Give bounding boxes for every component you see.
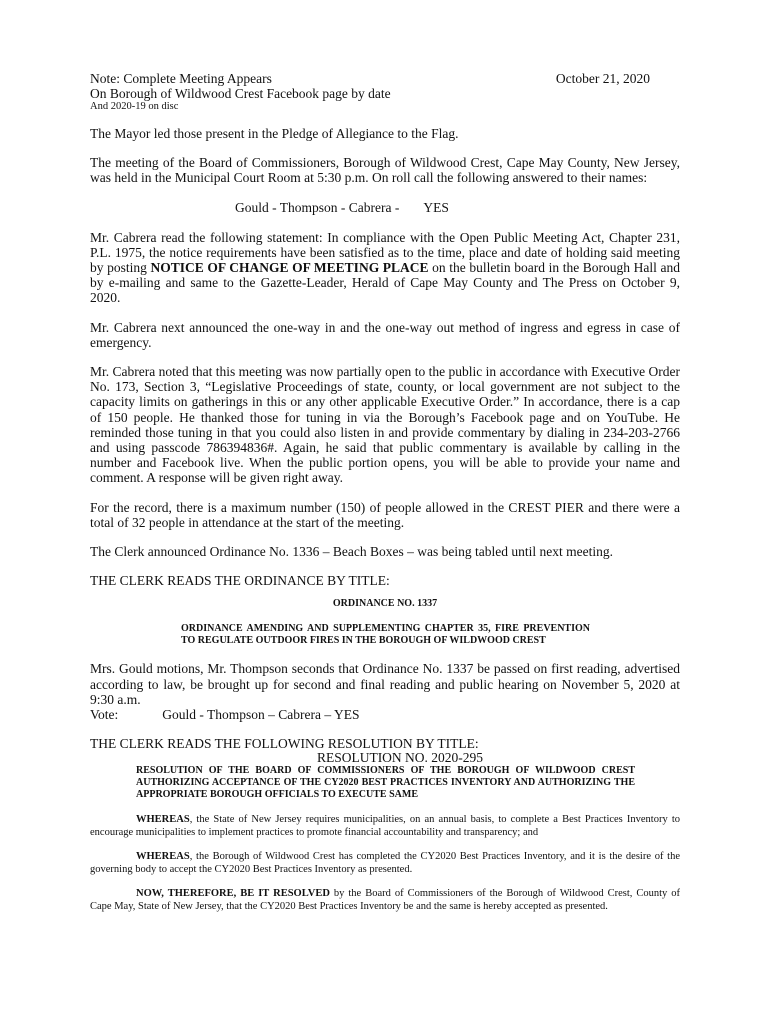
statement-notice-bold: NOTICE OF CHANGE OF MEETING PLACE bbox=[150, 260, 429, 276]
whereas-paragraph-1 bbox=[90, 814, 680, 839]
partial-open-paragraph: Mr. Cabrera noted that this meeting was now partially open to the public in accordance with Executive Order No. 173, Section 3, “Legislative Proceedings of state, county, or local government are not subject to the capacity limits on gatherings in this or any other applicable Executive Order.” In accordance, there is a cap of 150 people. He thanked those for tuning in via the Borough’s Facebook page and on YouTube. He reminded those tuning in that you could also listen in and provide commentary by dialing in 234-203-2766 and using passcode 786394836#. Again, he said that public commentary is available by calling in the number and Facebook live. When the public portion opens, you will be able to provide your name and comment. A response will be given right away. bbox=[90, 364, 680, 486]
vote-result: Gould - Thompson – Cabrera – YES bbox=[162, 707, 360, 723]
note-line-1: Note: Complete Meeting Appears bbox=[90, 71, 272, 86]
oneway-paragraph: Mr. Cabrera next announced the one-way in and the one-way out method of ingress and egress in case of emergency. bbox=[90, 319, 680, 350]
statement-text-b: on the bulletin board in the Borough Hall and by e-mailing and same to the Gazette-Leader, Herald of Cape May County and The Press on October 9, 2020. bbox=[90, 260, 680, 306]
roll-call-names: Gould - Thompson - Cabrera - bbox=[235, 199, 400, 215]
roll-call-result: YES bbox=[423, 199, 449, 215]
meeting-paragraph: The meeting of the Board of Commissioners, Borough of Wildwood Crest, Cape May County, New Jersey, was held in the Municipal Court Room at 5:30 p.m. On roll call the following answered to their names: bbox=[90, 155, 680, 186]
clerk-reads-ordinance: THE CLERK READS THE ORDINANCE BY TITLE: bbox=[90, 573, 390, 589]
whereas-2-bold: WHEREAS bbox=[136, 851, 190, 863]
pledge-paragraph: The Mayor led those present in the Pledge of Allegiance to the Flag. bbox=[90, 126, 459, 141]
ordinance-vote bbox=[90, 707, 680, 722]
resolved-paragraph bbox=[90, 888, 680, 913]
clerk-tabled-paragraph: The Clerk announced Ordinance No. 1336 – Beach Boxes – was being tabled until next meeting. bbox=[90, 544, 613, 560]
note-line-2: On Borough of Wildwood Crest Facebook page by date bbox=[90, 86, 391, 101]
statement-text-a: Mr. Cabrera read the following statement: In compliance with the Open Public Meeting Act, Chapter 231, P.L. 1975, the notice requirements have been satisfied as to the time, place and date of holding said meeting by posting bbox=[90, 229, 680, 276]
resolved-bold: NOW, THEREFORE, BE IT RESOLVED bbox=[136, 888, 330, 900]
ordinance-motion: Mrs. Gould motions, Mr. Thompson seconds that Ordinance No. 1337 be passed on first reading, advertised according to law, be brought up for second and final reading and public hearing on November 5, 2020 at 9:30 a.m. bbox=[90, 661, 680, 707]
whereas-paragraph-2 bbox=[90, 851, 680, 876]
clerk-reads-resolution: THE CLERK READS THE FOLLOWING RESOLUTION BY TITLE: bbox=[90, 736, 479, 752]
ordinance-title: ORDINANCE AMENDING AND SUPPLEMENTING CHAPTER 35, FIRE PREVENTION TO REGULATE OUTDOOR FIRES IN THE BOROUGH OF WILDWOOD CREST bbox=[181, 623, 590, 647]
document-header bbox=[90, 71, 680, 113]
ordinance-number: ORDINANCE NO. 1337 bbox=[332, 598, 438, 610]
note-line-3: And 2020-19 on disc bbox=[90, 101, 179, 112]
meeting-date: October 21, 2020 bbox=[555, 71, 650, 86]
resolution-number: RESOLUTION NO. 2020-295 bbox=[316, 750, 484, 766]
vote-label: Vote: bbox=[90, 707, 119, 723]
whereas-1-bold: WHEREAS bbox=[136, 814, 190, 826]
resolution-title: RESOLUTION OF THE BOARD OF COMMISSIONERS OF THE BOROUGH OF WILDWOOD CREST AUTHORIZING ACCEPTANCE OF THE CY2020 BEST PRACTICES INVENTORY AND AUTHORIZING THE APPROPRIATE BOROUGH OFFICIALS TO EXECUTE SAME bbox=[136, 765, 635, 801]
whereas-2-text: , the Borough of Wildwood Crest has completed the CY2020 Best Practices Inventory, and it is the desire of the governing body to accept the CY2020 Best Practices Inventory as presented. bbox=[90, 851, 680, 875]
statement-paragraph bbox=[90, 230, 680, 306]
resolved-text: by the Board of Commissioners of the Borough of Wildwood Crest, County of Cape May, State of New Jersey, that the CY2020 Best Practices Inventory be and the same is hereby accepted as presented. bbox=[90, 888, 680, 912]
record-paragraph: For the record, there is a maximum number (150) of people allowed in the CREST PIER and there were a total of 32 people in attendance at the start of the meeting. bbox=[90, 499, 680, 530]
document-page bbox=[90, 71, 680, 913]
whereas-1-text: , the State of New Jersey requires municipalities, on an annual basis, to complete a Best Practices Inventory to encourage municipalities to implement practices to promote financial accountability and transparency; and bbox=[90, 814, 680, 838]
roll-call bbox=[90, 200, 680, 216]
